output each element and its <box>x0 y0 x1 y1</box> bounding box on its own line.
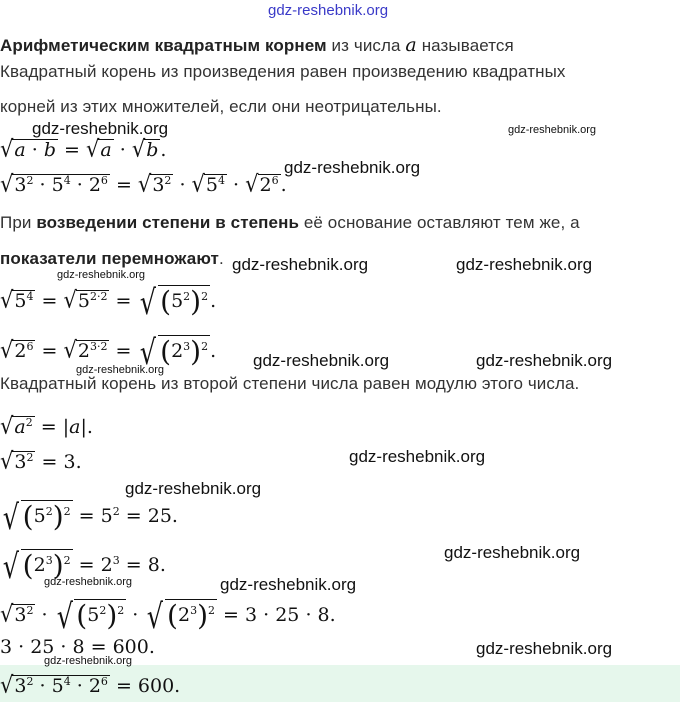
definition-var: a <box>405 34 417 56</box>
formula-product-result: 3 · 25 · 8 = 600. <box>0 636 155 658</box>
watermark: gdz-reshebnik.org <box>44 655 133 667</box>
formula-eight: √ $(2^3)^2 = 2^3 = 8$. <box>2 547 166 587</box>
power-rule-line-2 <box>0 249 224 269</box>
formula-final-answer: $√3^2 \cdot 5^4 \cdot 2^6 = 600$. <box>0 671 181 699</box>
formula-twenty-five: √ $(5^2)^2 = 5^2 = 25$. <box>2 498 178 538</box>
power-rule-lead: При <box>0 213 32 232</box>
power-rule-bold-2: показатели перемножают <box>0 249 219 268</box>
watermark: gdz-reshebnik.org <box>508 124 597 136</box>
power-rule-period: . <box>218 249 224 268</box>
power-rule-line-1 <box>0 213 580 233</box>
formula-product-rule: √a · b = √a · √b . <box>0 135 167 163</box>
watermark: gdz-reshebnik.org <box>125 479 262 498</box>
formula-five-power: $√5^4 = √5^{2\cdot 2}$ = √ $(5^2)^2$ . <box>0 283 217 323</box>
formula-product-values: $√3^2$ · √ $(5^2)^2$ · √ $(2^3)^2 = 3 \cdot 25 \cdot 8$. <box>0 597 336 637</box>
watermark: gdz-reshebnik.org <box>476 639 613 658</box>
formula-abs: $√a^2 = |a|$. <box>0 412 93 440</box>
definition-line <box>0 34 514 56</box>
watermark: gdz-reshebnik.org <box>253 351 390 370</box>
watermark: gdz-reshebnik.org <box>456 255 593 274</box>
watermark: gdz-reshebnik.org <box>284 158 421 177</box>
product-rule-line-1: Квадратный корень из произведения равен произведению квадратных <box>0 62 566 81</box>
watermark: gdz-reshebnik.org <box>57 269 146 281</box>
formula-two-power: $√2^6 = √2^{3\cdot 2}$ = √ $(2^3)^2$ . <box>0 333 217 373</box>
product-rule-line-2: корней из этих множителей, если они неотрицательны. <box>0 97 442 116</box>
watermark: gdz-reshebnik.org <box>220 575 357 594</box>
watermark: gdz-reshebnik.org <box>76 364 165 376</box>
site-link[interactable]: gdz-reshebnik.org <box>268 2 389 19</box>
power-rule-rest: её основание оставляют тем же, а <box>303 213 580 232</box>
formula-split-product: $√3^2 \cdot 5^4 \cdot 2^6 = √3^2 \cdot √5^4 \cdot √2^6$ . <box>0 170 287 198</box>
watermark: gdz-reshebnik.org <box>476 351 613 370</box>
definition-text: из числа <box>331 36 401 55</box>
watermark: gdz-reshebnik.org <box>349 447 486 466</box>
abs-rule-line: Квадратный корень из второй степени числа равен модулю этого числа. <box>0 374 580 393</box>
definition-tail: называется <box>421 36 514 55</box>
watermark: gdz-reshebnik.org <box>44 576 133 588</box>
formula-three: $√3^2 = 3$. <box>0 447 82 475</box>
watermark: gdz-reshebnik.org <box>32 119 169 138</box>
definition-bold: Арифметическим квадратным корнем <box>0 36 327 55</box>
watermark: gdz-reshebnik.org <box>444 543 581 562</box>
power-rule-bold: возведении степени в степень <box>36 213 300 232</box>
watermark: gdz-reshebnik.org <box>232 255 369 274</box>
